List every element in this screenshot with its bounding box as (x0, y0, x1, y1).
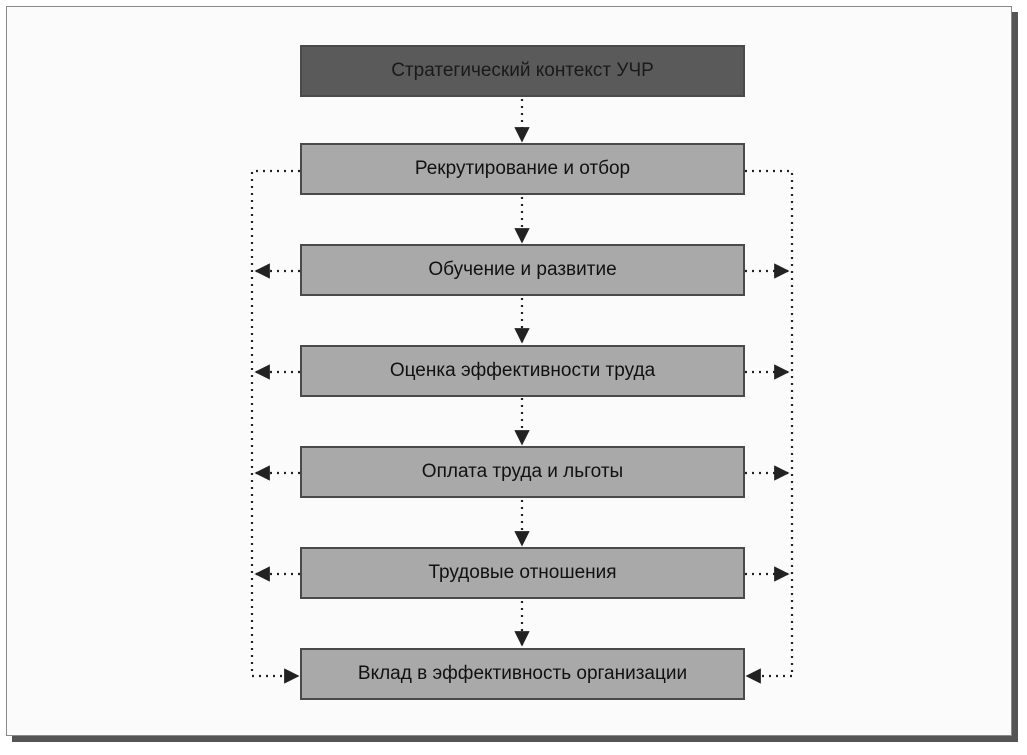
box-strategic-context-label: Стратегический контекст УЧР (391, 60, 654, 81)
box-training-label: Обучение и развитие (428, 259, 617, 280)
box-labor-relations (300, 547, 745, 599)
box-compensation (300, 446, 745, 498)
box-recruitment (300, 143, 745, 195)
box-compensation-label: Оплата труда и льготы (421, 461, 624, 482)
box-training (300, 244, 745, 296)
box-performance-appraisal (300, 345, 745, 397)
box-labor-relations-label: Трудовые отношения (428, 562, 617, 583)
box-performance-appraisal-label: Оценка эффективности труда (389, 360, 656, 381)
box-recruitment-label: Рекрутирование и отбор (414, 158, 631, 179)
box-strategic-context (300, 45, 745, 97)
box-organizational-contribution-label: Вклад в эффективность организации (357, 663, 688, 684)
left-loop-line (252, 171, 300, 676)
box-organizational-contribution (300, 648, 745, 700)
right-loop-line (745, 171, 792, 676)
